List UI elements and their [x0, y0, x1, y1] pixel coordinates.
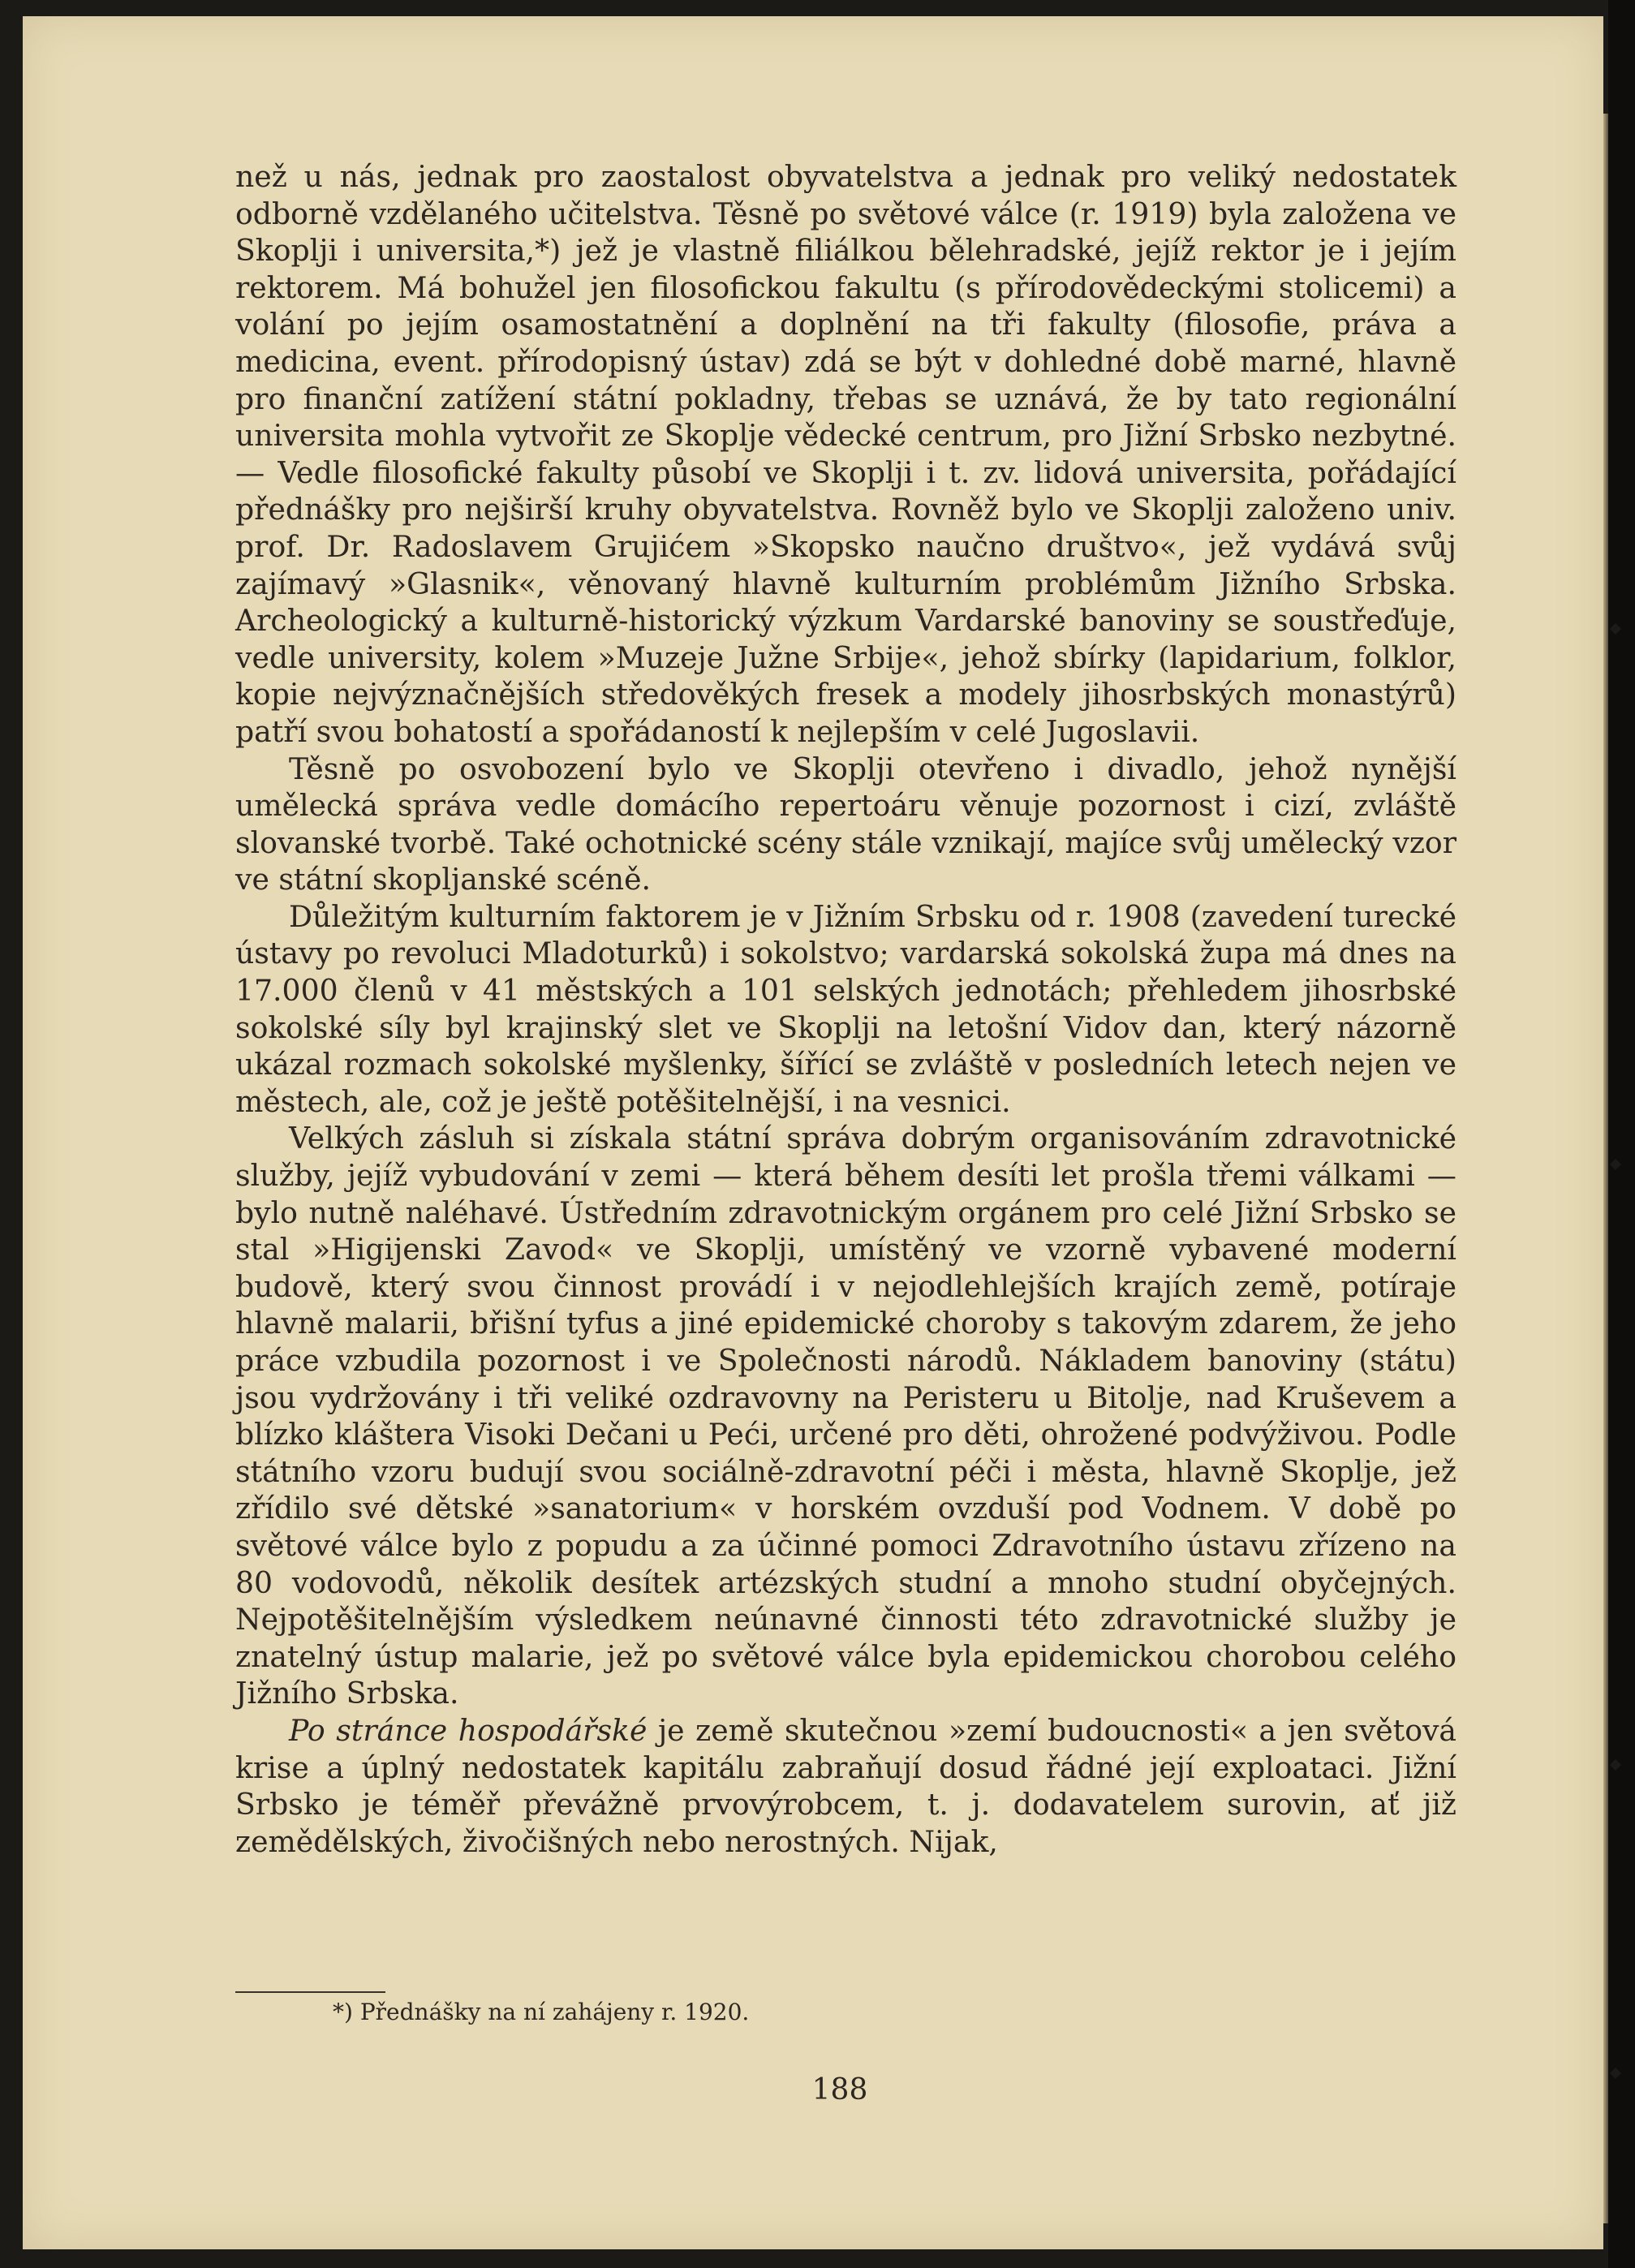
body-text: [235, 158, 1456, 1860]
paragraph-1: než u nás, jednak pro zaostalost obyvatelstva a jednak pro veliký nedostatek odborně vzdělaného učitelstva. Těsně po světové válce (r. 1919) byla založena ve Skoplji i universita,*) jež je vlastně filiálkou bělehradské, jejíž rektor je i jejím rektorem. Má bohužel jen filosofickou fakultu (s přírodovědeckými stolicemi) a volání po jejím osamostatnění a doplnění na tři fakulty (filosofie, práva a medicina, event. přírodopisný ústav) zdá se být v dohledné době marné, hlavně pro finanční zatížení státní pokladny, třebas se uznává, že by tato regionální universita mohla vytvořit ze Skoplje vědecké centrum, pro Jižní Srbsko nezbytné. — Vedle filosofické fakulty působí ve Skoplji i t. zv. lidová universita, pořádající přednášky pro nejširší kruhy obyvatelstva. Rovněž bylo ve Skoplji založeno univ. prof. Dr. Radoslavem Grujićem »Skopsko naučno društvo«, jež vydává svůj zajímavý »Glasnik«, věnovaný hlavně kulturním problémům Jižního Srbska. Archeologický a kulturně-historický výzkum Vardarské banoviny se soustřeďuje, vedle university, kolem »Muzeje Južne Srbije«, jehož sbírky (lapidarium, folklor, kopie nejvýznačnějších středověkých fresek a modely jihosrbských monastýrů) patří svou bohatostí a spořádaností k nejlepším v celé Jugoslavii.: [235, 159, 1456, 749]
page-number: 188: [811, 2073, 868, 2107]
paragraph-2: Těsně po osvobození bylo ve Skoplji otevřeno i divadlo, jehož nynější umělecká správa vedle domácího repertoáru věnuje pozornost i cizí, zvláště slovanské tvorbě. Také ochotnické scény stále vznikají, majíce svůj umělecký vzor ve státní skopljanské scéně.: [235, 751, 1456, 897]
paragraph-5: [235, 1712, 1456, 1860]
footnote: *) Přednášky na ní zahájeny r. 1920.: [333, 1999, 750, 2025]
paragraph-4: Velkých zásluh si získala státní správa dobrým organisováním zdravotnické služby, jejíž vybudování v zemi — která během desíti let prošla třemi válkami — bylo nutně naléhavé. Ústředním zdravotnickým orgánem pro celé Jižní Srbsko se stal »Higijenski Zavod« ve Skoplji, umístěný ve vzorně vybavené moderní budově, který svou činnost provádí i v nejodlehlejších krajích země, potíraje hlavně malarii, břišní tyfus a jiné epidemické choroby s takovým zdarem, že jeho práce vzbudila pozornost i ve Společnosti národů. Nákladem banoviny (státu) jsou vydržovány i tři veliké ozdravovny na Peristeru u Bitolje, nad Kruševem a blízko kláštera Visoki Dečani u Peći, určené pro děti, ohrožené podvýživou. Podle státního vzoru budují svou sociálně-zdravotní péči i města, hlavně Skoplje, jež zřídilo své dětské »sanatorium« v horském ovzduší pod Vodnem. V době po světové válce bylo z popudu a za účinné pomoci Zdravotního ústavu zřízeno na 80 vodovodů, několik desítek artézských studní a mnoho studní obyčejných. Nejpotěšitelnějším výsledkem neúnavné činnosti této zdravotnické služby je znatelný ústup malarie, jež po světové válce byla epidemickou chorobou celého Jižního Srbska.: [235, 1121, 1456, 1711]
paragraph-3: Důležitým kulturním faktorem je v Jižním Srbsku od r. 1908 (zavedení turecké ústavy po revoluci Mladoturků) i sokolstvo; vardarská sokolská župa má dnes na 17.000 členů v 41 městských a 101 selských jednotách; přehledem jihosrbské sokolské síly byl krajinský slet ve Skoplji na letošní Vidov dan, který názorně ukázal rozmach sokolské myšlenky, šířící se zvláště v posledních letech nejen ve městech, ale, což je ještě potěšitelnější, i na vesnici.: [235, 898, 1456, 1119]
page-edge: [1603, 114, 1608, 2223]
footnote-divider: [235, 1991, 385, 1993]
book-spine: [1608, 0, 1635, 2268]
paragraph-5-text: je země skutečnou »zemí budoucnosti« a jen světová krise a úplný nedostatek kapitálu zabraňují dosud řádné její exploataci. Jižní Srbsko je téměř převážně prvovýrobcem, t. j. dodavatelem surovin, ať již zemědělských, živočišných nebo nerostných. Nijak,: [235, 1712, 1456, 1859]
paragraph-5-italic-lead: Po stránce hospodářské: [289, 1712, 648, 1748]
